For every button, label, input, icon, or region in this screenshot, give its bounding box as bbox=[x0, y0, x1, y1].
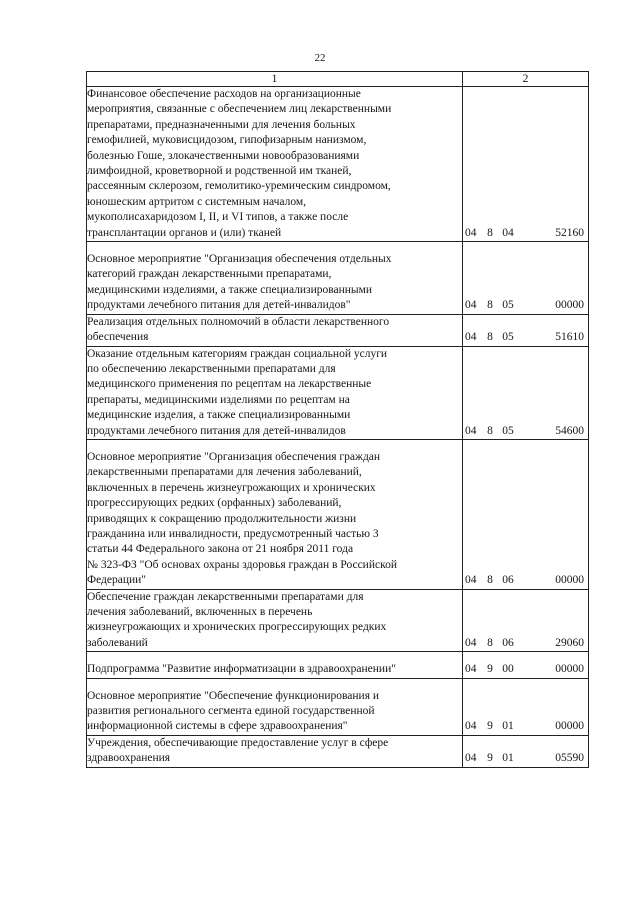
code-section: 04 bbox=[465, 331, 477, 344]
row-description-cell bbox=[87, 87, 463, 242]
code-event: 05 bbox=[502, 299, 514, 312]
table-row bbox=[87, 242, 589, 315]
classification-code bbox=[463, 298, 588, 313]
code-program: 9 bbox=[487, 720, 493, 733]
table-row bbox=[87, 589, 589, 652]
table-row bbox=[87, 678, 589, 735]
code-direction: 54600 bbox=[555, 424, 584, 437]
code-section: 04 bbox=[465, 752, 477, 765]
row-description-cell bbox=[87, 346, 463, 439]
code-section: 04 bbox=[465, 299, 477, 312]
row-code-cell bbox=[463, 87, 589, 242]
code-direction: 00000 bbox=[555, 299, 584, 312]
row-code-cell bbox=[463, 652, 589, 678]
code-event: 06 bbox=[502, 574, 514, 587]
code-direction: 29060 bbox=[555, 636, 584, 649]
code-direction: 00000 bbox=[555, 663, 584, 676]
row-code-cell bbox=[463, 589, 589, 652]
row-description-cell bbox=[87, 678, 463, 735]
classification-code bbox=[463, 751, 588, 766]
classification-code bbox=[463, 573, 588, 588]
row-code-cell bbox=[463, 439, 589, 589]
row-description-cell bbox=[87, 314, 463, 346]
classification-code bbox=[463, 226, 588, 241]
table-row bbox=[87, 652, 589, 678]
page-number: 22 bbox=[314, 52, 326, 64]
row-code-cell bbox=[463, 735, 589, 767]
code-program: 8 bbox=[487, 331, 493, 344]
code-event: 00 bbox=[502, 663, 514, 676]
code-direction: 51610 bbox=[555, 331, 584, 344]
row-description: Основное мероприятие "Организация обеспечения граждан лекарственными препаратами для лечения заболеваний, включенных в перечень жизнеугрожающих и хронических прогрессирующих редких (орфанных) заболеваний, приводящих к сокращению продолжительности жизни гражданина или инвалидности, предусмотренный частью 3 статьи 44 Федерального закона от 21 ноября 2011 года № 323-ФЗ "Об основах охраны здоровья граждан в Российской Федерации" bbox=[87, 450, 398, 587]
row-description: Основное мероприятие "Организация обеспечения отдельных категорий граждан лекарственными препаратами, медицинскими изделиями, а также специализированными продуктами лечебного питания для детей-инвалидов" bbox=[87, 253, 392, 312]
code-section: 04 bbox=[465, 226, 477, 239]
code-section: 04 bbox=[465, 663, 477, 676]
code-program: 8 bbox=[487, 636, 493, 649]
row-code-cell bbox=[463, 242, 589, 315]
row-description: Подпрограмма "Развитие информатизации в здравоохранении" bbox=[87, 663, 396, 676]
table-header-row bbox=[87, 72, 589, 87]
row-description-cell bbox=[87, 652, 463, 678]
row-description: Обеспечение граждан лекарственными препаратами для лечения заболеваний, включенных в перечень жизнеугрожающих и хронических прогрессирующих редких заболеваний bbox=[87, 590, 387, 649]
classification-code bbox=[463, 662, 588, 677]
row-description: Финансовое обеспечение расходов на организационные мероприятия, связанные с обеспечением лиц лекарственными препаратами, предназначенными для лечения больных гемофилией, муковисцидозом, гипофизарным нанизмом, болезнью Гоше, злокачественными новообразованиями лимфоидной, кроветворной и родственной им тканей, рассеянным склерозом, гемолитико-уремическим синдромом, юношеским артритом с системным началом, мукополисахаридозом I, II, и VI типов, а также после трансплантации органов и (или) тканей bbox=[87, 88, 392, 239]
code-event: 01 bbox=[502, 752, 514, 765]
code-event: 06 bbox=[502, 636, 514, 649]
column-header-description: 1 bbox=[87, 72, 463, 87]
code-direction: 00000 bbox=[555, 720, 584, 733]
column-header-code: 2 bbox=[463, 72, 589, 87]
code-section: 04 bbox=[465, 424, 477, 437]
table-row bbox=[87, 87, 589, 242]
budget-classification-table bbox=[86, 71, 589, 768]
row-description: Основное мероприятие "Обеспечение функционирования и развития регионального сегмента единой государственной информационной системы в сфере здравоохранения" bbox=[87, 689, 380, 733]
row-code-cell bbox=[463, 678, 589, 735]
code-direction: 05590 bbox=[555, 752, 584, 765]
row-description-cell bbox=[87, 735, 463, 767]
code-event: 05 bbox=[502, 424, 514, 437]
code-program: 9 bbox=[487, 663, 493, 676]
row-description-cell bbox=[87, 589, 463, 652]
code-event: 01 bbox=[502, 720, 514, 733]
row-description: Оказание отдельным категориям граждан социальной услуги по обеспечению лекарственными препаратами для медицинского применения по рецептам на лекарственные препараты, медицинскими изделиями по рецептам на медицинские изделия, а также специализированными продуктами лечебного питания для детей-инвалидов bbox=[87, 347, 388, 437]
code-program: 8 bbox=[487, 574, 493, 587]
row-description: Учреждения, обеспечивающие предоставление услуг в сфере здравоохранения bbox=[87, 736, 389, 765]
table-row bbox=[87, 314, 589, 346]
code-program: 9 bbox=[487, 752, 493, 765]
code-direction: 00000 bbox=[555, 574, 584, 587]
classification-code bbox=[463, 719, 588, 734]
table-row bbox=[87, 735, 589, 767]
row-description: Реализация отдельных полномочий в области лекарственного обеспечения bbox=[87, 315, 390, 344]
code-section: 04 bbox=[465, 574, 477, 587]
code-section: 04 bbox=[465, 720, 477, 733]
row-code-cell bbox=[463, 314, 589, 346]
code-program: 8 bbox=[487, 424, 493, 437]
classification-code bbox=[463, 636, 588, 651]
classification-code bbox=[463, 424, 588, 439]
row-code-cell bbox=[463, 346, 589, 439]
code-program: 8 bbox=[487, 226, 493, 239]
row-description-cell bbox=[87, 242, 463, 315]
code-event: 05 bbox=[502, 331, 514, 344]
code-program: 8 bbox=[487, 299, 493, 312]
row-description-cell bbox=[87, 439, 463, 589]
table-row bbox=[87, 439, 589, 589]
code-event: 04 bbox=[502, 226, 514, 239]
code-section: 04 bbox=[465, 636, 477, 649]
table-row bbox=[87, 346, 589, 439]
code-direction: 52160 bbox=[555, 226, 584, 239]
classification-code bbox=[463, 330, 588, 345]
